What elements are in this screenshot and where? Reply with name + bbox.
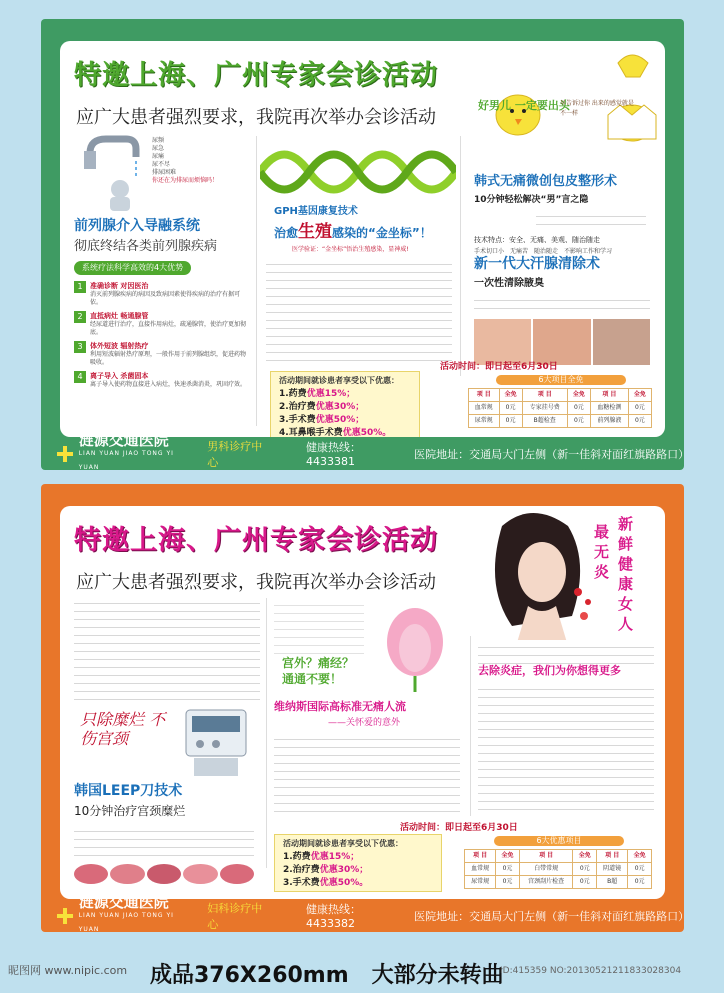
activity-time: 活动时间：即日起至6月30日 xyxy=(400,823,518,833)
promo-value: 优惠15%； xyxy=(310,852,360,862)
fee-header: 全免 xyxy=(573,850,597,863)
foreskin-title: 韩式无痛微创包皮整形术 xyxy=(474,174,618,189)
promo-item xyxy=(283,851,433,864)
poster-gynecology xyxy=(41,484,690,933)
fee-header: 项 目 xyxy=(469,389,500,402)
fee-cell: 0元 xyxy=(499,402,522,415)
step-number: 3 xyxy=(74,341,86,353)
poster-sheet xyxy=(60,41,665,437)
watermark-right: ID:415359 NO:20130521211833028304 xyxy=(500,966,682,976)
promo-name: 1.药费 xyxy=(283,852,311,862)
fee-cell: 0元 xyxy=(628,402,651,415)
feature-tag: 不影响工作和学习 xyxy=(564,248,613,255)
intro-body-text xyxy=(74,596,260,706)
step-text: 利用短波辐射热疗原理，一般作用于前列腺组织，促进药物吸收。 xyxy=(90,351,247,366)
step-text: 消灭前列腺疾病的病因及致病因素使得疾病的治疗有据可依。 xyxy=(90,291,241,306)
step-number: 1 xyxy=(74,281,86,293)
promo-name: 1.药费 xyxy=(279,389,307,399)
step-title: 直抵病灶 畅通腺管 xyxy=(90,312,149,320)
watermark-left: 昵图网 www.nipic.com xyxy=(8,964,128,977)
sweat-gland-title: 新一代大汗腺清除术 xyxy=(474,256,600,272)
symptom-label: 排尿困难 xyxy=(152,169,177,176)
fee-header: 项 目 xyxy=(465,850,496,863)
fee-row xyxy=(465,863,652,876)
poster-sheet xyxy=(60,506,665,899)
advantages-label: 系统疗法科学高效的4大优势 xyxy=(74,261,191,275)
promo-item xyxy=(283,877,433,890)
gph-slogan xyxy=(274,223,432,242)
woman-portrait xyxy=(472,506,602,646)
gph-body-text xyxy=(266,257,452,361)
fee-cell: 0元 xyxy=(567,402,590,415)
feature-tag: 无痛苦 xyxy=(510,248,529,255)
vertical-slogan-2: 新鲜健康女人 xyxy=(618,515,634,633)
foreskin-body-text xyxy=(536,209,646,231)
feature-tag: 手术切口小 xyxy=(474,248,505,255)
fee-cell: 0元 xyxy=(628,415,651,428)
fee-table-title: 6大项目全免 xyxy=(496,375,626,385)
fee-cell: 0元 xyxy=(628,876,652,889)
fee-cell: 0元 xyxy=(573,876,597,889)
fee-cell: 0元 xyxy=(496,876,520,889)
hospital-name-text: 涟源交通医院 xyxy=(78,892,169,911)
chick-illustration xyxy=(480,43,660,143)
right-body-text xyxy=(478,640,654,664)
remove-inflammation-title: 去除炎症，我们为你想得更多 xyxy=(478,664,621,677)
step-text: 经尿道进行治疗，直接作用病灶，疏通腺管，使治疗更加彻底。 xyxy=(90,321,247,336)
step-number: 4 xyxy=(74,371,86,383)
fee-cell: B超 xyxy=(597,876,628,889)
vienna-body-text xyxy=(274,732,460,816)
promo-box xyxy=(270,371,420,437)
dna-helix-icon xyxy=(260,137,456,207)
photo xyxy=(183,864,217,884)
step-number: 2 xyxy=(74,311,86,323)
hospital-pinyin: LIAN YUAN JIAO TONG YI YUAN xyxy=(78,449,174,471)
photo xyxy=(593,319,650,365)
fee-table xyxy=(464,849,652,889)
faucet-symptom-list xyxy=(152,137,218,185)
address: 医院地址：交通局大门左侧（新一佳斜对面红旗路路口） xyxy=(414,909,690,923)
hospital-name xyxy=(78,892,196,937)
promo-name: 2.治疗费 xyxy=(283,865,320,875)
fee-cell: 阴道镜 xyxy=(597,863,628,876)
fee-header: 全免 xyxy=(496,850,520,863)
promo-name: 2.治疗费 xyxy=(279,402,316,412)
column-divider xyxy=(266,598,267,868)
flower-illustration xyxy=(370,602,460,692)
photo xyxy=(110,864,144,884)
promo-value: 优惠30%； xyxy=(315,402,365,412)
promo-item xyxy=(279,388,411,401)
prostate-subtitle: 彻底终结各类前列腺疾病 xyxy=(74,239,218,254)
fee-cell: 宫颈刮片检查 xyxy=(519,876,573,889)
fee-header: 全免 xyxy=(567,389,590,402)
promo-value: 优惠50%。 xyxy=(319,878,369,888)
subheading: 应广大患者强烈要求，我院再次举办会诊活动 xyxy=(76,572,436,593)
promo-item xyxy=(279,427,411,437)
fee-header: 全免 xyxy=(628,850,652,863)
subheading: 应广大患者强烈要求，我院再次举办会诊活动 xyxy=(76,107,436,128)
fee-header: 项 目 xyxy=(590,389,628,402)
department-name: 男科诊疗中心 xyxy=(207,439,263,469)
fee-cell: 0元 xyxy=(499,415,522,428)
gph-note: 医学验证：“金坐标”悟治生殖感染，显神威! xyxy=(292,246,409,253)
step-item xyxy=(74,341,250,367)
hotline: 健康热线：4433381 xyxy=(306,441,362,468)
sweat-gland-body-text xyxy=(474,293,650,315)
fee-cell: 血常规 xyxy=(465,863,496,876)
gph-title: GPH基因康复技术 xyxy=(274,206,358,217)
poster-mens-clinic xyxy=(41,19,690,471)
vienna-subtitle: ——关怀爱的意外 xyxy=(328,718,401,728)
fee-cell: 0元 xyxy=(628,863,652,876)
gph-slogan-big: 生殖 xyxy=(298,222,333,242)
symptom-label: 尿急 xyxy=(152,145,165,152)
fee-cell: 0元 xyxy=(567,415,590,428)
prostate-title: 前列腺介入导融系统 xyxy=(74,218,200,234)
foreskin-subtitle: 10分钟轻松解决“男”言之隐 xyxy=(474,195,589,205)
hotline: 健康热线：4433382 xyxy=(306,903,362,930)
fee-cell: 血常规 xyxy=(469,402,500,415)
features-line: 技术特点：安全、无痛、美观、随治随走 xyxy=(474,236,600,244)
fee-table-title: 6大优惠项目 xyxy=(494,836,624,846)
headline: 特邀上海、广州专家会诊活动 xyxy=(74,525,438,556)
fee-table xyxy=(468,388,652,428)
poster-footer xyxy=(41,892,690,933)
promo-intro: 活动期间就诊患者享受以下优惠： xyxy=(279,376,399,385)
activity-time: 活动时间：即日起至6月30日 xyxy=(440,362,558,372)
fee-table-block xyxy=(468,375,654,428)
fee-header-row xyxy=(465,850,652,863)
promo-value: 优惠15%； xyxy=(306,389,356,399)
fee-row xyxy=(469,415,652,428)
fee-header: 项 目 xyxy=(522,389,567,402)
size-caption: 成品376X260mm 大部分未转曲 xyxy=(150,963,504,988)
step-title: 体外短波 辐射热疗 xyxy=(90,342,149,350)
promo-name: 3.手术费 xyxy=(279,415,316,425)
step-text: 离子导入使药物直接进入病灶，快速杀菌消炎，巩固疗效。 xyxy=(90,381,247,388)
vertical-slogan: 最无炎 xyxy=(594,523,610,581)
leep-device-icon xyxy=(178,700,254,780)
fee-header-row xyxy=(469,389,652,402)
leep-title: 韩国LEEP刀技术 xyxy=(74,783,183,799)
faucet-icon xyxy=(80,133,150,213)
poem-text xyxy=(274,598,364,654)
promo-intro: 活动期间就诊患者享受以下优惠： xyxy=(283,839,403,848)
hospital-cross-icon xyxy=(57,908,73,924)
fee-row xyxy=(469,402,652,415)
fee-cell: 白带常规 xyxy=(519,863,573,876)
step-item xyxy=(74,281,250,307)
fee-row xyxy=(465,876,652,889)
vienna-question: 宫外？痛经？ xyxy=(282,656,355,670)
chick-subtext: 早告诉过你 出来的感觉就是不一样 xyxy=(560,100,634,117)
fee-cell: 专家挂号费 xyxy=(522,402,567,415)
promo-value: 优惠30%； xyxy=(319,865,369,875)
promo-name: 3.手术费 xyxy=(283,878,320,888)
symptom-label: 尿频 xyxy=(152,137,165,144)
fee-header: 项 目 xyxy=(519,850,573,863)
department-name: 妇科诊疗中心 xyxy=(207,901,263,931)
chick-slogan: 好男儿 一定要出头 xyxy=(478,99,570,112)
promo-value: 优惠50%。 xyxy=(342,428,392,437)
step-title: 离子导入 杀菌固本 xyxy=(90,372,149,380)
fee-cell: 0元 xyxy=(573,863,597,876)
address: 医院地址：交通局大门左侧（新一佳斜对面红旗路路口） xyxy=(414,447,690,461)
fee-cell: B超检查 xyxy=(522,415,567,428)
steps-list xyxy=(74,277,250,389)
fee-header: 全免 xyxy=(499,389,522,402)
gph-slogan-pre: 治愈 xyxy=(274,226,299,240)
vienna-title: 维纳斯国际高标准无痛人流 xyxy=(274,700,406,713)
column-divider xyxy=(460,136,461,376)
case-photos xyxy=(74,864,254,884)
faucet-caption: 你还在为排尿而烦恼吗！ xyxy=(152,177,219,184)
hospital-name-text: 涟源交通医院 xyxy=(78,430,169,449)
fee-cell: 0元 xyxy=(496,863,520,876)
advantages-bar xyxy=(74,261,191,275)
promo-box xyxy=(274,834,442,892)
photo xyxy=(220,864,254,884)
symptom-label: 尿不尽 xyxy=(152,161,171,168)
hospital-name xyxy=(78,430,196,475)
column-divider xyxy=(256,136,257,426)
fee-cell: 血糖检测 xyxy=(590,402,628,415)
fee-table-block xyxy=(464,836,654,889)
fee-header: 全免 xyxy=(628,389,651,402)
step-item xyxy=(74,371,250,389)
gph-slogan-post: 感染的“金坐标”！ xyxy=(332,226,432,240)
hospital-pinyin: LIAN YUAN JIAO TONG YI YUAN xyxy=(78,911,174,933)
feature-tag: 随治随走 xyxy=(534,248,559,255)
step-item xyxy=(74,311,250,337)
promo-item xyxy=(279,414,411,427)
fee-cell: 尿常规 xyxy=(465,876,496,889)
script-slogan: 只除糜烂 不伤宫颈 xyxy=(80,710,166,748)
photo xyxy=(74,864,108,884)
leep-body-text xyxy=(74,824,254,858)
vienna-answer: 通通不要！ xyxy=(282,672,343,686)
remove-body-text xyxy=(478,682,654,816)
promo-name: 4.耳鼻喉手术费 xyxy=(279,428,343,437)
column-divider xyxy=(470,636,471,816)
step-title: 准确诊断 对因医治 xyxy=(90,282,149,290)
leep-subtitle: 10分钟治疗宫颈糜烂 xyxy=(74,804,186,818)
promo-value: 优惠50%； xyxy=(315,415,365,425)
headline: 特邀上海、广州专家会诊活动 xyxy=(74,60,438,91)
fee-header: 项 目 xyxy=(597,850,628,863)
promo-item xyxy=(283,864,433,877)
fee-cell: 前列腺液 xyxy=(590,415,628,428)
sweat-gland-subtitle: 一次性清除腋臭 xyxy=(474,278,544,289)
photo xyxy=(147,864,181,884)
symptom-label: 尿痛 xyxy=(152,153,165,160)
fee-cell: 尿常规 xyxy=(469,415,500,428)
promo-item xyxy=(279,401,411,414)
hospital-cross-icon xyxy=(57,446,73,462)
